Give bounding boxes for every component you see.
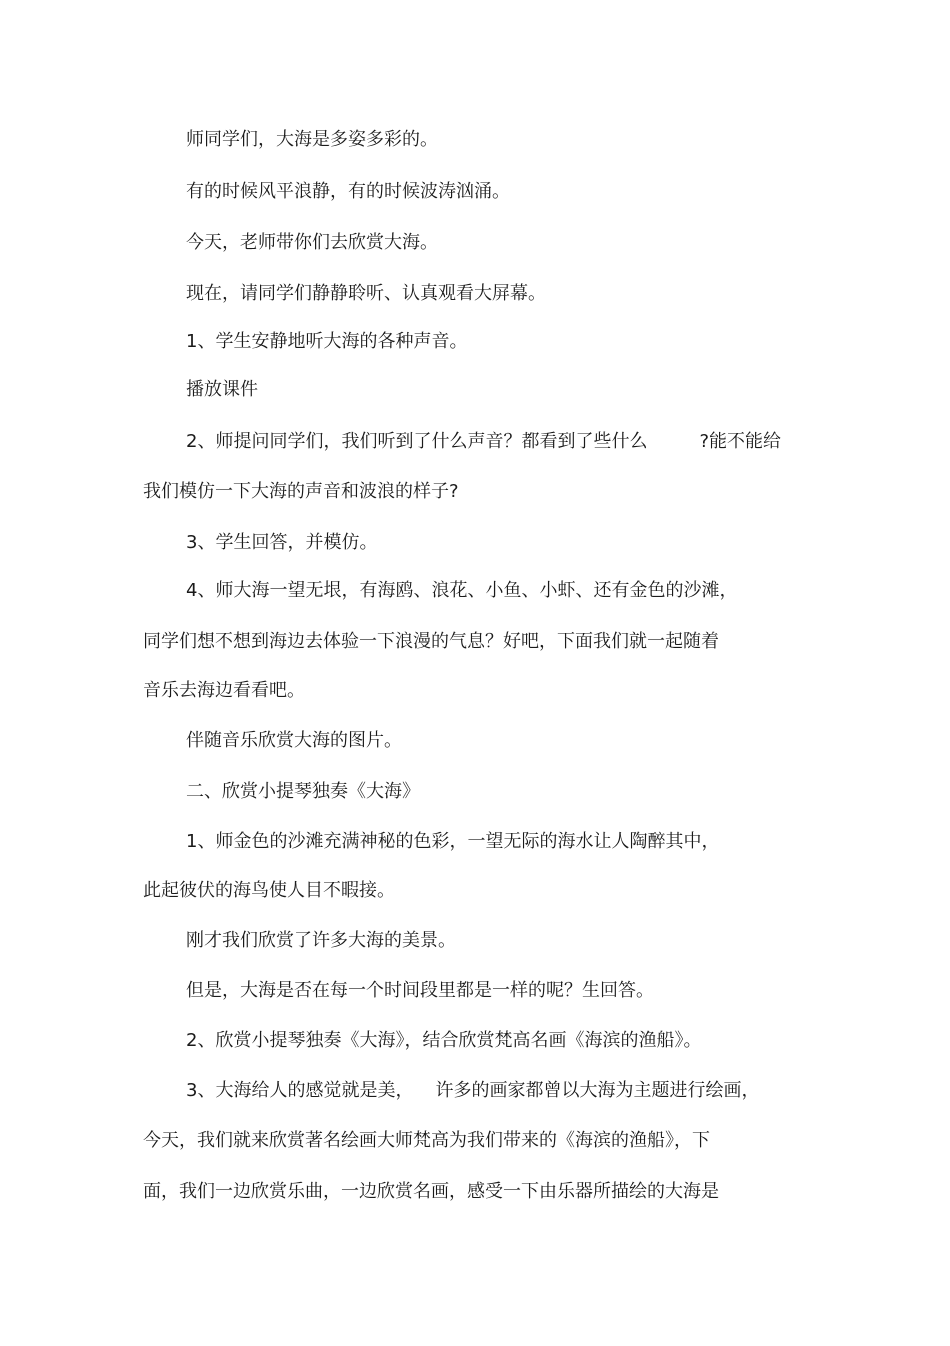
list-item-line	[186, 330, 467, 354]
line-text: 二、欣赏小提琴独奏《大海》	[186, 781, 420, 802]
paragraph-line	[186, 929, 456, 953]
paragraph-line	[186, 378, 258, 402]
line-text: 同学们想不想到海边去体验一下浪漫的气息？好吧，下面我们就一起随着	[143, 631, 719, 652]
list-item-line	[186, 579, 737, 603]
line-text: 师同学们，大海是多姿多彩的。	[186, 129, 438, 150]
line-text: 面，我们一边欣赏乐曲，一边欣赏名画，感受一下由乐器所描绘的大海是	[143, 1181, 719, 1202]
line-text: 4、师大海一望无垠，有海鸥、浪花、小鱼、小虾、还有金色的沙滩，	[186, 580, 738, 601]
line-text: 音乐去海边看看吧。	[143, 680, 305, 701]
line-text: 今天，我们就来欣赏著名绘画大师梵高为我们带来的《海滨的渔船》，下	[143, 1130, 710, 1151]
paragraph-line	[143, 1129, 710, 1153]
list-item-line	[186, 1029, 701, 1053]
line-text: 我们模仿一下大海的声音和波浪的样子?	[143, 481, 459, 502]
list-item-line	[186, 1079, 759, 1103]
paragraph-line	[143, 630, 719, 654]
list-item-line	[186, 430, 781, 454]
paragraph-line	[186, 180, 510, 204]
paragraph-line	[186, 231, 438, 255]
line-text: 伴随音乐欣赏大海的图片。	[186, 730, 402, 751]
paragraph-line	[143, 480, 459, 504]
line-text: 1、学生安静地听大海的各种声音。	[186, 331, 468, 352]
paragraph-line	[186, 282, 546, 306]
list-item-line	[186, 830, 719, 854]
paragraph-line	[186, 979, 654, 1003]
paragraph-line	[186, 128, 438, 152]
paragraph-line	[143, 879, 395, 903]
list-item-line	[186, 531, 377, 555]
paragraph-line	[143, 1180, 719, 1204]
line-text: 2、师提问同学们，我们听到了什么声音？都看到了些什么	[186, 431, 648, 452]
line-text: 播放课件	[186, 379, 258, 400]
line-text: 现在，请同学们静静聆听、认真观看大屏幕。	[186, 283, 546, 304]
line-text: 此起彼伏的海鸟使人目不暇接。	[143, 880, 395, 901]
line-text: 1、师金色的沙滩充满神秘的色彩，一望无际的海水让人陶醉其中，	[186, 831, 720, 852]
line-text: ?能不能给	[699, 431, 782, 452]
line-text: 3、大海给人的感觉就是美，	[186, 1080, 414, 1101]
line-text: 今天，老师带你们去欣赏大海。	[186, 232, 438, 253]
section-heading	[186, 780, 420, 804]
line-text: 3、学生回答，并模仿。	[186, 532, 378, 553]
line-text: 许多的画家都曾以大海为主题进行绘画，	[435, 1080, 760, 1101]
paragraph-line	[186, 729, 402, 753]
line-text: 2、欣赏小提琴独奏《大海》，结合欣赏梵高名画《海滨的渔船》。	[186, 1030, 702, 1051]
line-text: 刚才我们欣赏了许多大海的美景。	[186, 930, 456, 951]
line-text: 但是，大海是否在每一个时间段里都是一样的呢？生回答。	[186, 980, 654, 1001]
paragraph-line	[143, 679, 305, 703]
line-text: 有的时候风平浪静，有的时候波涛汹涌。	[186, 181, 510, 202]
